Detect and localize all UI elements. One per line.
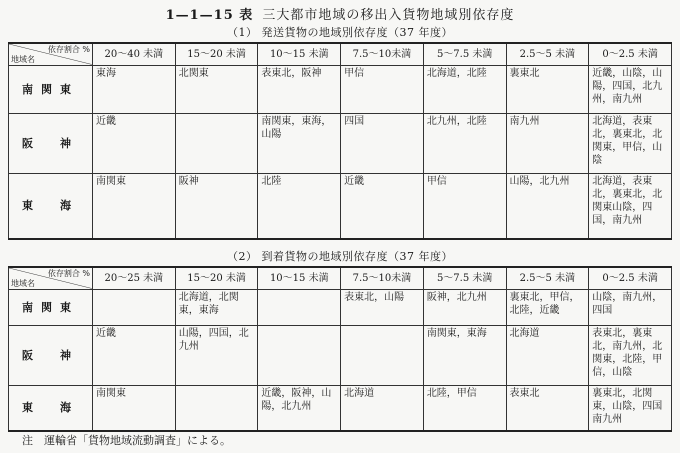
table-cell: 近畿 — [341, 173, 424, 239]
table-cell: 表東北 — [506, 385, 589, 431]
column-header: 5～7.5 未満 — [423, 43, 506, 65]
table-cell: 北関東 — [175, 65, 258, 113]
corner-cell — [9, 43, 93, 65]
table-cell: 裏東北，北関東，山陰，四国南九州 — [589, 385, 672, 431]
table-cell: 阪神，北九州 — [423, 289, 506, 325]
table-cell: 北海道 — [341, 385, 424, 431]
table-cell: 近畿 — [93, 113, 176, 173]
table-cell: 甲信 — [423, 173, 506, 239]
table-cell — [258, 289, 341, 325]
table-row — [9, 113, 672, 173]
source-note: 注 運輸省「貨物地域流動調査」による。 — [22, 434, 231, 447]
table-cell: 北海道，表東北，裏東北，北関東，甲信，山陰 — [589, 113, 672, 173]
row-label: 東 海 — [9, 173, 93, 239]
table-row — [9, 289, 672, 325]
corner-cell — [9, 267, 93, 289]
column-header: 2.5～5 未満 — [506, 43, 589, 65]
column-header: 20～40 未満 — [93, 43, 176, 65]
table-cell — [258, 325, 341, 385]
table-cell — [175, 113, 258, 173]
corner-top-label: 依存割合 % — [47, 45, 90, 54]
table-cell: 甲信 — [341, 65, 424, 113]
row-label: 阪 神 — [9, 325, 93, 385]
table-cell: 表東北，裏東北，南九州，北関東，北陸，甲信，山陰 — [589, 325, 672, 385]
table-cell: 南九州 — [506, 113, 589, 173]
table-cell: 北海道 — [506, 325, 589, 385]
header-row — [9, 267, 672, 289]
table-cell: 山陽，四国，北九州 — [175, 325, 258, 385]
column-header: 0～2.5 未満 — [589, 267, 672, 289]
table-cell: 東海 — [93, 65, 176, 113]
table-title — [0, 4, 680, 23]
table-row — [9, 65, 672, 113]
table-cell: 近畿 — [93, 325, 176, 385]
row-label: 南関東 — [9, 65, 93, 113]
table-cell: 裏東北 — [506, 65, 589, 113]
table-cell: 表東北，阪神 — [258, 65, 341, 113]
corner-bottom-label: 地域名 — [11, 54, 35, 64]
column-header: 15～20 未満 — [175, 43, 258, 65]
column-header: 10～15 未満 — [258, 43, 341, 65]
column-header: 2.5～5 未満 — [506, 267, 589, 289]
column-header: 7.5～10未満 — [341, 43, 424, 65]
table-cell — [93, 289, 176, 325]
table-cell: 近畿，山陰，山陽，四国，北九州，南九州 — [589, 65, 672, 113]
row-label: 阪 神 — [9, 113, 93, 173]
table-row — [9, 325, 672, 385]
row-label: 南関東 — [9, 289, 93, 325]
table-cell: 北九州，北陸 — [423, 113, 506, 173]
table-row — [9, 385, 672, 431]
table-cell: 北陸 — [258, 173, 341, 239]
table-cell: 阪神 — [175, 173, 258, 239]
table-cell: 南関東，東海 — [423, 325, 506, 385]
corner-top-label: 依存割合 % — [47, 269, 90, 278]
table-cell: 山陰，南九州，四国 — [589, 289, 672, 325]
table-cell: 表東北，山陽 — [341, 289, 424, 325]
header-row — [9, 43, 672, 65]
column-header: 20～25 未満 — [93, 267, 176, 289]
table-cell: 北海道，北陸 — [423, 65, 506, 113]
table-cell: 近畿，阪神，山陽，北九州 — [258, 385, 341, 431]
arrival-dependency-table — [8, 266, 672, 432]
corner-bottom-label: 地域名 — [11, 278, 35, 288]
column-header: 5～7.5 未満 — [423, 267, 506, 289]
shipping-dependency-table — [8, 42, 672, 240]
column-header: 7.5～10未満 — [341, 267, 424, 289]
table-cell: 北海道，北関東，東海 — [175, 289, 258, 325]
table-cell: 北海道，表東北，裏東北，北関東山陰，四国，南九州 — [589, 173, 672, 239]
table-cell: 南関東，東海，山陽 — [258, 113, 341, 173]
table-cell: 南関東 — [93, 173, 176, 239]
table-cell: 山陽，北九州 — [506, 173, 589, 239]
subtitle-shipping: （1） 発送貨物の地域別依存度（37 年度） — [227, 26, 453, 39]
table-cell: 四国 — [341, 113, 424, 173]
table-cell: 裏東北，甲信，北陸，近畿 — [506, 289, 589, 325]
column-header: 15～20 未満 — [175, 267, 258, 289]
table-cell — [175, 385, 258, 431]
table-cell: 南関東 — [93, 385, 176, 431]
table-cell: 北陸，甲信 — [423, 385, 506, 431]
table-row — [9, 173, 672, 239]
table-cell — [341, 325, 424, 385]
table-title-text: 三大都市地域の移出入貨物地域別依存度 — [262, 8, 515, 23]
table-number: 1—1—15 表 — [165, 8, 254, 23]
column-header: 10～15 未満 — [258, 267, 341, 289]
subtitle-arrival: （2） 到着貨物の地域別依存度（37 年度） — [227, 250, 453, 263]
row-label: 東 海 — [9, 385, 93, 431]
column-header: 0～2.5 未満 — [589, 43, 672, 65]
